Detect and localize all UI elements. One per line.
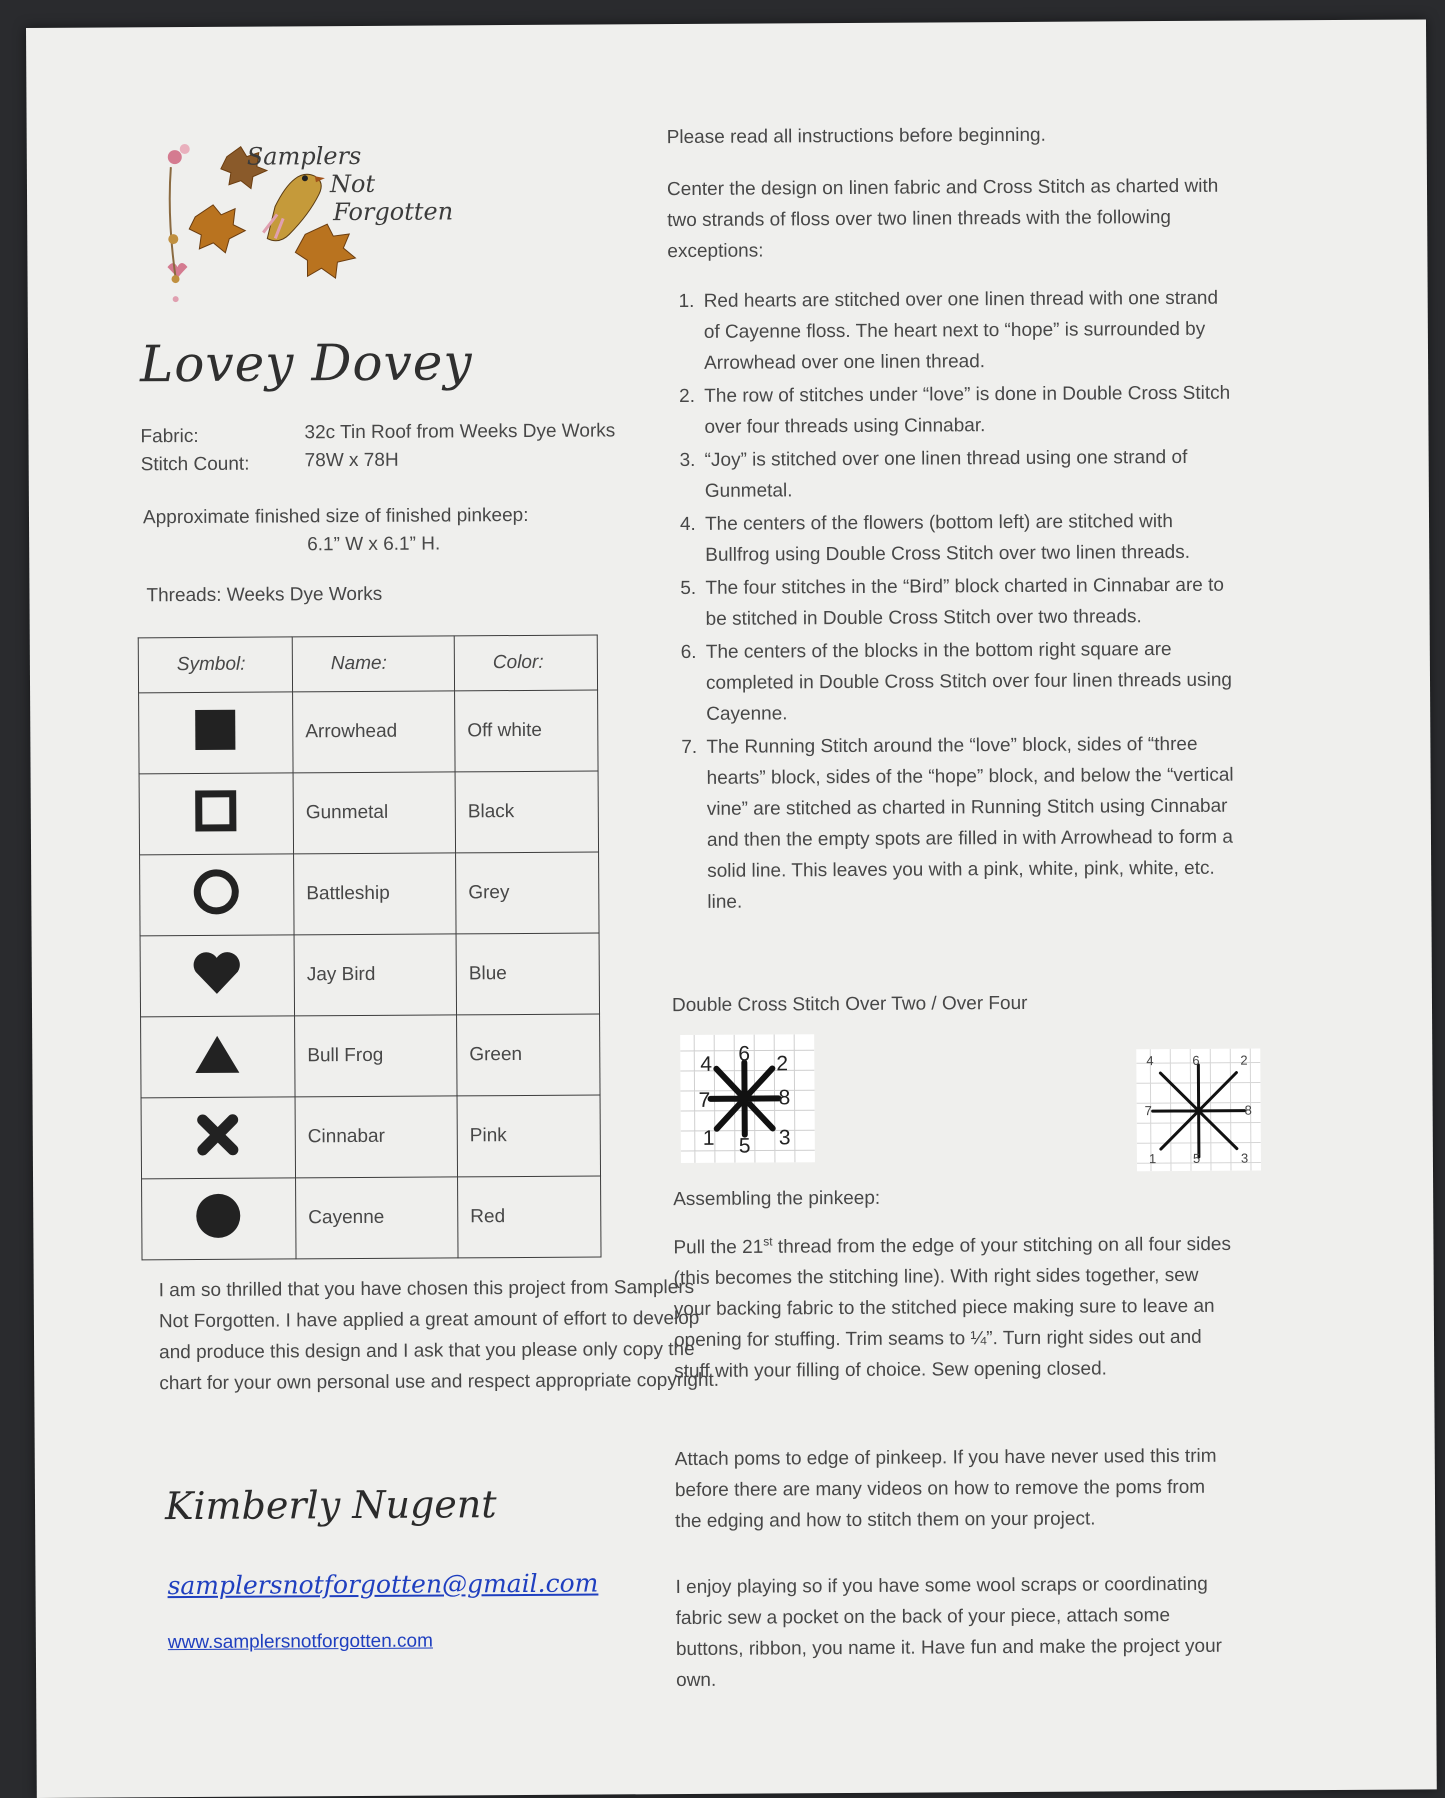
diagram-label: 2 [776, 1052, 789, 1076]
thread-name: Jay Bird [294, 934, 456, 1016]
samplers-not-forgotten-logo [155, 115, 536, 327]
center-instructions: Center the design on linen fabric and Cross Stitch as charted with two strands of floss over two linen threads with the following exceptions: [666, 175, 1219, 263]
diagram-label: 3 [778, 1126, 791, 1150]
diagram-label: 5 [1192, 1150, 1201, 1166]
assembling-text-end: thread from the edge of your stitching on all four sides (this becomes the stitching line). With right sides together, sew your backing fabric to the stitched piece making sure to leave an opening for stuffing. Trim seams to ¼”. Turn right sides out and stuff with your filling of choice. Sew opening closed. [673, 1233, 1232, 1383]
table-row [139, 771, 598, 855]
logo-text-samplers: Samplers [246, 141, 362, 171]
double-cross-over-two-diagram [680, 1034, 815, 1163]
diagram-label: 8 [1244, 1102, 1252, 1118]
logo-text-forgotten: Forgotten [333, 197, 454, 227]
column-header-name: Name: [292, 636, 454, 692]
diagram-label: 4 [700, 1052, 713, 1076]
diagram-label: 2 [1240, 1052, 1248, 1068]
assembling-paragraph [673, 1224, 1239, 1388]
diagram-label: 1 [1148, 1151, 1157, 1167]
table-row [140, 852, 599, 936]
column-header-color: Color: [454, 635, 597, 691]
thread-color: Grey [456, 852, 599, 934]
threads-heading: Threads: Weeks Dye Works [146, 583, 383, 607]
symbol-cell [139, 692, 293, 774]
double-cross-stitch-icon [680, 1034, 815, 1163]
exceptions-list [668, 283, 1242, 918]
assembling-text-start: Pull the 21 [673, 1236, 764, 1259]
diagram-label: 6 [1192, 1052, 1200, 1068]
list-item: 3. “Joy” is stitched over one linen thread using one strand of Gunmetal. [701, 442, 1239, 507]
pattern-sheet [26, 19, 1437, 1798]
symbol-cell [140, 854, 294, 936]
website-link[interactable]: www.samplersnotforgotten.com [167, 1630, 433, 1654]
list-item: 6. The centers of the blocks in the bottom right square are completed in Double Cross Stitch over four linen threads using Cayenne. [702, 634, 1241, 730]
fabric-value: 32c Tin Roof from Weeks Dye Works [304, 420, 616, 444]
exceptions-list-container [668, 283, 1242, 920]
x-cross-icon [195, 1112, 241, 1158]
copyright-note: I am so thrilled that you have chosen this project from Samplers Not Forgotten. I have applied a great amount of effort to develop and produce this design and I ask that you please only copy the chart for your own personal use and respect appropriate copyright. [158, 1276, 720, 1395]
logo-text-not: Not [329, 169, 376, 199]
thread-color: Blue [456, 933, 599, 1015]
table-row [141, 1095, 600, 1179]
diagram-label: 5 [738, 1134, 751, 1158]
finished-size-label: Approximate finished size of finished pinkeep: [142, 504, 529, 529]
email-link[interactable]: samplersnotforgotten@gmail.com [167, 1568, 599, 1601]
thread-color: Pink [457, 1095, 600, 1177]
symbol-cell [140, 935, 294, 1017]
diagram-label: 7 [698, 1088, 711, 1112]
ordinal-suffix: st [763, 1234, 773, 1249]
table-header-row [138, 635, 597, 693]
symbol-cell [141, 1016, 295, 1098]
thread-name: Battleship [294, 853, 456, 935]
diagram-label: 1 [702, 1126, 715, 1150]
assembling-heading: Assembling the pinkeep: [673, 1187, 881, 1211]
designer-signature: Kimberly Nugent [164, 1482, 497, 1529]
table-row [140, 933, 599, 1017]
thread-name: Gunmetal [293, 772, 455, 854]
thread-color: Green [457, 1014, 600, 1096]
list-item: 4. The centers of the flowers (bottom left) are stitched with Bullfrog using Double Cross Stitch over two linen threads. [701, 506, 1239, 571]
finished-size-value: 6.1” W x 6.1” H. [307, 533, 441, 556]
thread-name: Bull Frog [295, 1015, 457, 1097]
filled-square-icon [192, 707, 238, 753]
heart-icon [192, 950, 242, 996]
symbol-cell [141, 1097, 295, 1179]
intro-text: Please read all instructions before beginning. [666, 124, 1046, 149]
thread-color: Red [458, 1176, 601, 1258]
threads-table [138, 635, 602, 1261]
stitch-count-label: Stitch Count: [140, 453, 250, 476]
thread-name: Cayenne [296, 1177, 458, 1259]
table-row [139, 690, 598, 774]
poms-paragraph: Attach poms to edge of pinkeep. If you have never used this trim before there are many videos on how to remove the poms from the edging and how to stitch them on your project. [674, 1445, 1217, 1533]
diagram-label: 4 [1146, 1053, 1154, 1069]
thread-color: Black [455, 771, 598, 853]
column-header-symbol: Symbol: [138, 637, 292, 693]
double-cross-stitch-heading: Double Cross Stitch Over Two / Over Four [671, 992, 1028, 1017]
list-item: 2. The row of stitches under “love” is done in Double Cross Stitch over four threads using Cinnabar. [700, 378, 1238, 443]
list-item: 7. The Running Stitch around the “love” block, sides of “three hearts” block, sides of the “hope” block, and below the “vertical vine” are stitched as charted in Running Stitch using Cinnabar and then the empty spots are filled in with Arrowhead to form a solid line. This leaves you with a pink, white, pink, white, etc. line. [702, 729, 1241, 918]
symbol-cell [142, 1178, 296, 1260]
triangle-icon [193, 1033, 241, 1075]
filled-circle-icon [193, 1191, 243, 1241]
thread-color: Off white [455, 690, 598, 772]
table-row [141, 1014, 600, 1098]
list-item: 5. The four stitches in the “Bird” block charted in Cinnabar are to be stitched in Double Cross Stitch over two threads. [701, 570, 1239, 635]
diagram-label: 6 [738, 1042, 751, 1066]
symbol-cell [139, 773, 293, 855]
list-item: 1. Red hearts are stitched over one linen thread with one strand of Cayenne floss. The heart next to “hope” is surrounded by Arrowhead over one linen thread. [700, 283, 1239, 379]
diagram-label: 7 [1144, 1103, 1152, 1119]
thread-name: Arrowhead [293, 691, 455, 773]
ring-icon [191, 867, 241, 917]
stitch-count-value: 78W x 78H [304, 449, 399, 472]
fabric-label: Fabric: [140, 425, 199, 448]
diagram-label: 8 [778, 1086, 791, 1110]
closing-paragraph: I enjoy playing so if you have some wool scraps or coordinating fabric sew a pocket on the back of your piece, attach some buttons, ribbon, you name it. Have fun and make the project your own. [675, 1573, 1223, 1692]
hollow-square-icon [193, 788, 239, 834]
double-cross-stitch-icon [1136, 1048, 1261, 1171]
pattern-title: Lovey Dovey [139, 333, 473, 394]
thread-name: Cinnabar [295, 1096, 457, 1178]
table-row [142, 1176, 601, 1260]
double-cross-over-four-diagram [1136, 1048, 1261, 1171]
diagram-label: 3 [1240, 1150, 1249, 1166]
